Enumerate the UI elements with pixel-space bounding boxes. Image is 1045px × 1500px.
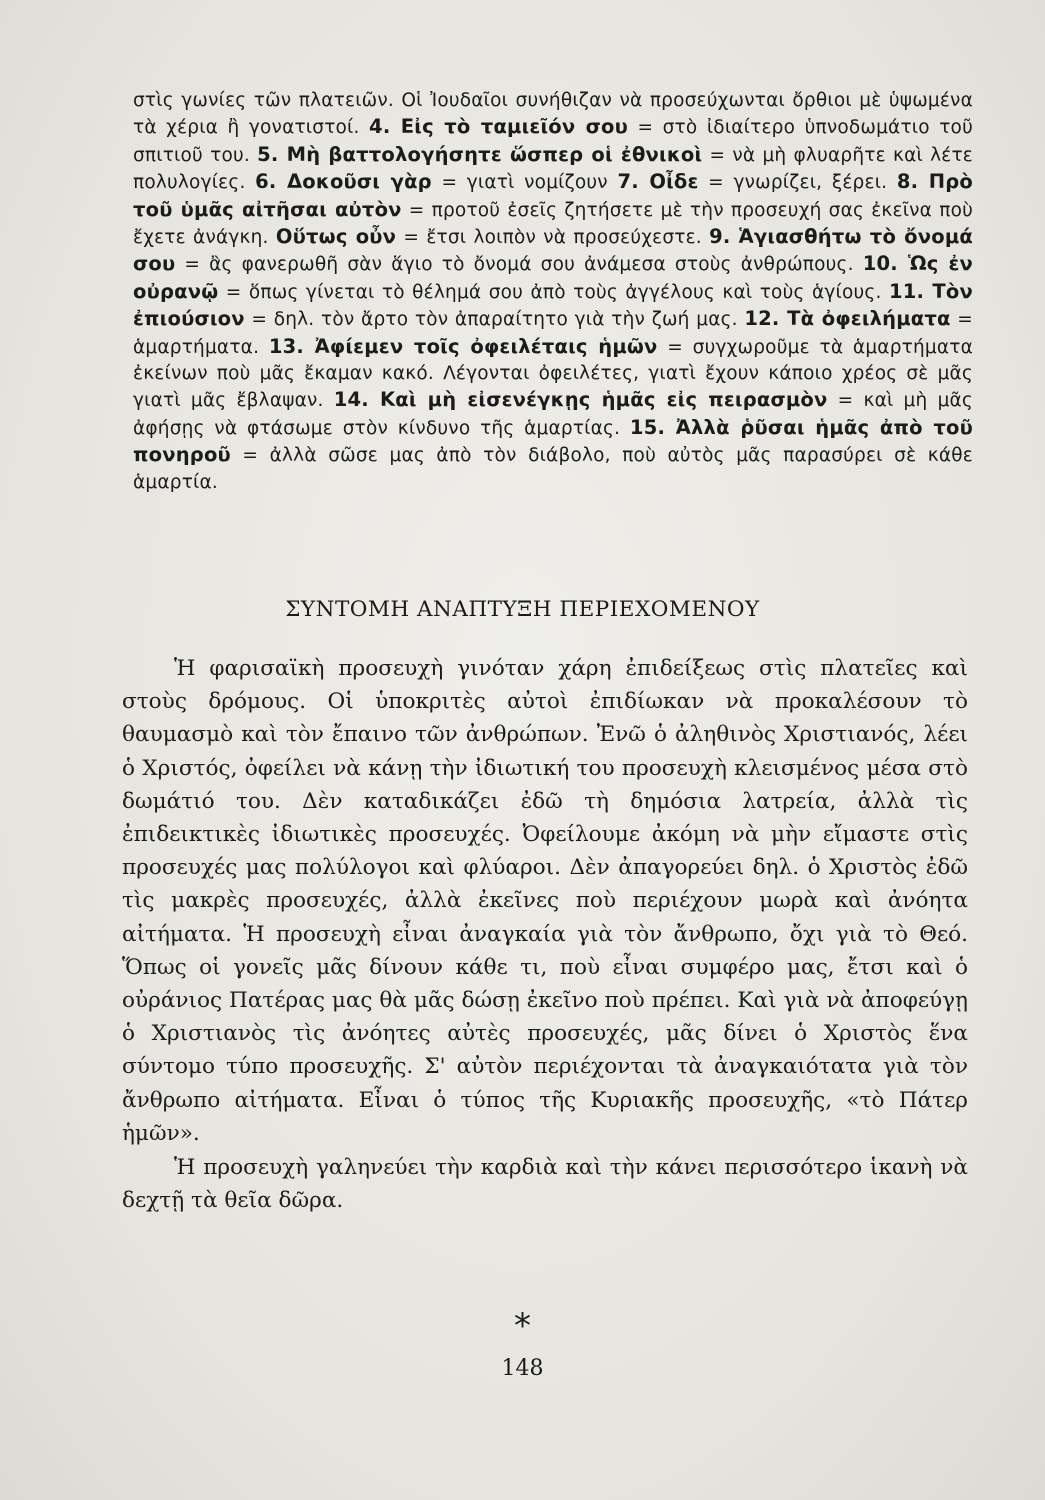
note-term: 15. Ἀλλὰ ῥῦσαι ἡμᾶς ἀπὸ τοῦ πονηροῦ	[133, 415, 974, 467]
note-gloss: στὶς γωνίες τῶν πλατειῶν. Οἱ Ἰουδαῖοι συνήθιζαν νὰ προσεύχωνται ὄρθιοι μὲ ὑψωμένα τὰ χέρια ἢ γονατιστοί.	[133, 90, 973, 139]
body-paragraph: Ἡ προσευχὴ γαληνεύει τὴν καρδιὰ καὶ τὴν κάνει περισσότερο ἱκανὴ νὰ δεχτῇ τὰ θεῖα δῶρα.	[122, 1155, 968, 1214]
note-gloss: = ἁμαρτήματα.	[133, 309, 973, 358]
note-gloss: = νὰ μὴ φλυαρῆτε καὶ λέτε πολυλογίες.	[133, 144, 973, 194]
note-gloss: = ὅπως γίνεται τὸ θέλημά σου ἀπὸ τοὺς ἀγγέλους καὶ τοὺς ἁγίους.	[218, 281, 889, 303]
note-term: 8. Πρὸ τοῦ ὑμᾶς αἰτῆσαι αὐτὸν	[133, 170, 974, 221]
note-gloss: = δηλ. τὸν ἄρτο τὸν ἀπαραίτητο γιὰ τὴν ζωή μας.	[244, 309, 745, 331]
note-term: Οὕτως οὖν	[275, 225, 397, 249]
asterisk-ornament: *	[514, 1306, 531, 1346]
page-number: 148	[501, 1356, 544, 1381]
note-gloss: = ἀλλὰ σῶσε μας ἀπὸ τὸν διάβολο, ποὺ αὐτὸς μᾶς παρασύρει σὲ κάθε ἁμαρτία.	[133, 445, 973, 493]
note-term: 13. Ἀφίεμεν τοῖς ὀφειλέταις ἡμῶν	[268, 334, 658, 358]
note-term: 9. Ἁγιασθήτω τὸ ὄνομά σου	[133, 225, 973, 276]
note-term: 5. Μὴ βαττολογήσητε ὥσπερ οἱ ἐθνικοὶ	[257, 142, 703, 166]
note-term: 10. Ὡς ἐν οὐρανῷ	[133, 252, 973, 303]
body-paragraph: Ἡ φαρισαϊκὴ προσευχὴ γινόταν χάρη ἐπιδείξεως στὶς πλατεῖες καὶ στοὺς δρόμους. Οἱ ὑποκριτὲς αὐτοὶ ἐπιδίωκαν νὰ προκαλέσουν τὸ θαυμασμὸ καὶ τὸν ἔπαινο τῶν ἀνθρώπων. Ἐνῶ ὁ ἀληθινὸς Χριστιανός, λέει ὁ Χριστός, ὀφείλει νὰ κάνῃ τὴν ἰδιωτική του προσευχὴ κλεισμένος μέσα στὸ δωμάτιό του. Δὲν καταδικάζει ἐδῶ τὴ δημόσια λατρεία, ἀλλὰ τὶς ἐπιδεικτικὲς ἰδιωτικὲς προσευχές. Ὀφείλουμε ἀκόμη νὰ μὴν εἴμαστε στὶς προσευχές μας πολύλογοι καὶ φλύαροι. Δὲν ἀπαγορεύει δηλ. ὁ Χριστὸς ἐδῶ τὶς μακρὲς προσευχές, ἀλλὰ ἐκεῖνες ποὺ περιέχουν μωρὰ καὶ ἀνόητα αἰτήματα. Ἡ προσευχὴ εἶναι ἀναγκαία γιὰ τὸν ἄνθρωπο, ὄχι γιὰ τὸ Θεό. Ὅπως οἱ γονεῖς μᾶς δίνουν κάθε τι, ποὺ εἶναι συμφέρο μας, ἔτσι καὶ ὁ οὐράνιος Πατέρας μας θὰ μᾶς δώσῃ ἐκεῖνο ποὺ πρέπει. Καὶ γιὰ νὰ ἀποφεύγῃ ὁ Χριστιανὸς τὶς ἀνόητες αὐτὲς προσευχές, μᾶς δίνει ὁ Χριστὸς ἕνα σύντομο τύπο προσευχῆς. Σ' αὐτὸν περιέχονται τὰ ἀναγκαιότατα γιὰ τὸν ἄνθρωπο αἰτήματα. Εἶναι ὁ τύπος τῆς Κυριακῆς προσευχῆς, «τὸ Πάτερ ἡμῶν».	[122, 656, 968, 1146]
note-term: 6. Δοκοῦσι γὰρ	[255, 170, 432, 194]
note-gloss: = γιατὶ νομίζουν	[431, 172, 618, 194]
note-gloss: = καὶ μὴ μᾶς ἀφήσῃς νὰ φτάσωμε στὸν κίνδυνο τῆς ἁμαρτίας.	[133, 390, 973, 439]
section-body	[122, 652, 968, 1217]
explanatory-notes	[133, 88, 973, 496]
note-term: 7. Οἶδε	[617, 170, 699, 194]
note-gloss: = προτοῦ ἐσεῖς ζητήσετε μὲ τὴν προσευχή σας ἐκεῖνα ποὺ ἔχετε ἀνάγκη.	[133, 199, 973, 249]
section-heading: ΣΥΝΤΟΜΗ ΑΝΑΠΤΥΞΗ ΠΕΡΙΕΧΟΜΕΝΟΥ	[285, 597, 760, 622]
note-gloss: = συγχωροῦμε τὰ ἁμαρτήματα ἐκείνων ποὺ μᾶς ἔκαμαν κακό. Λέγονται ὀφειλέτες, γιατὶ ἔχουν κάποιο χρέος σὲ μᾶς γιατὶ μᾶς ἔβλαψαν.	[133, 336, 973, 412]
note-gloss: = ἂς φανερωθῆ σὰν ἅγιο τὸ ὄνομά σου ἀνάμεσα στοὺς ἀνθρώπους.	[175, 254, 863, 276]
note-term: 14. Καὶ μὴ εἰσενέγκῃς ἡμᾶς εἰς πειρασμὸν	[333, 388, 828, 412]
note-term: 4. Εἰς τὸ ταμιεῖόν σου	[369, 115, 629, 139]
note-term: 12. Τὰ ὀφειλήματα	[744, 307, 951, 331]
note-gloss: = γνωρίζει, ξέρει.	[698, 172, 897, 194]
note-gloss: = στὸ ἰδιαίτερο ὑπνοδωμάτιο τοῦ σπιτιοῦ του.	[133, 117, 973, 166]
note-gloss: = ἔτσι λοιπὸν νὰ προσεύχεστε.	[396, 227, 710, 249]
note-term: 11. Τὸν ἐπιούσιον	[133, 279, 974, 331]
